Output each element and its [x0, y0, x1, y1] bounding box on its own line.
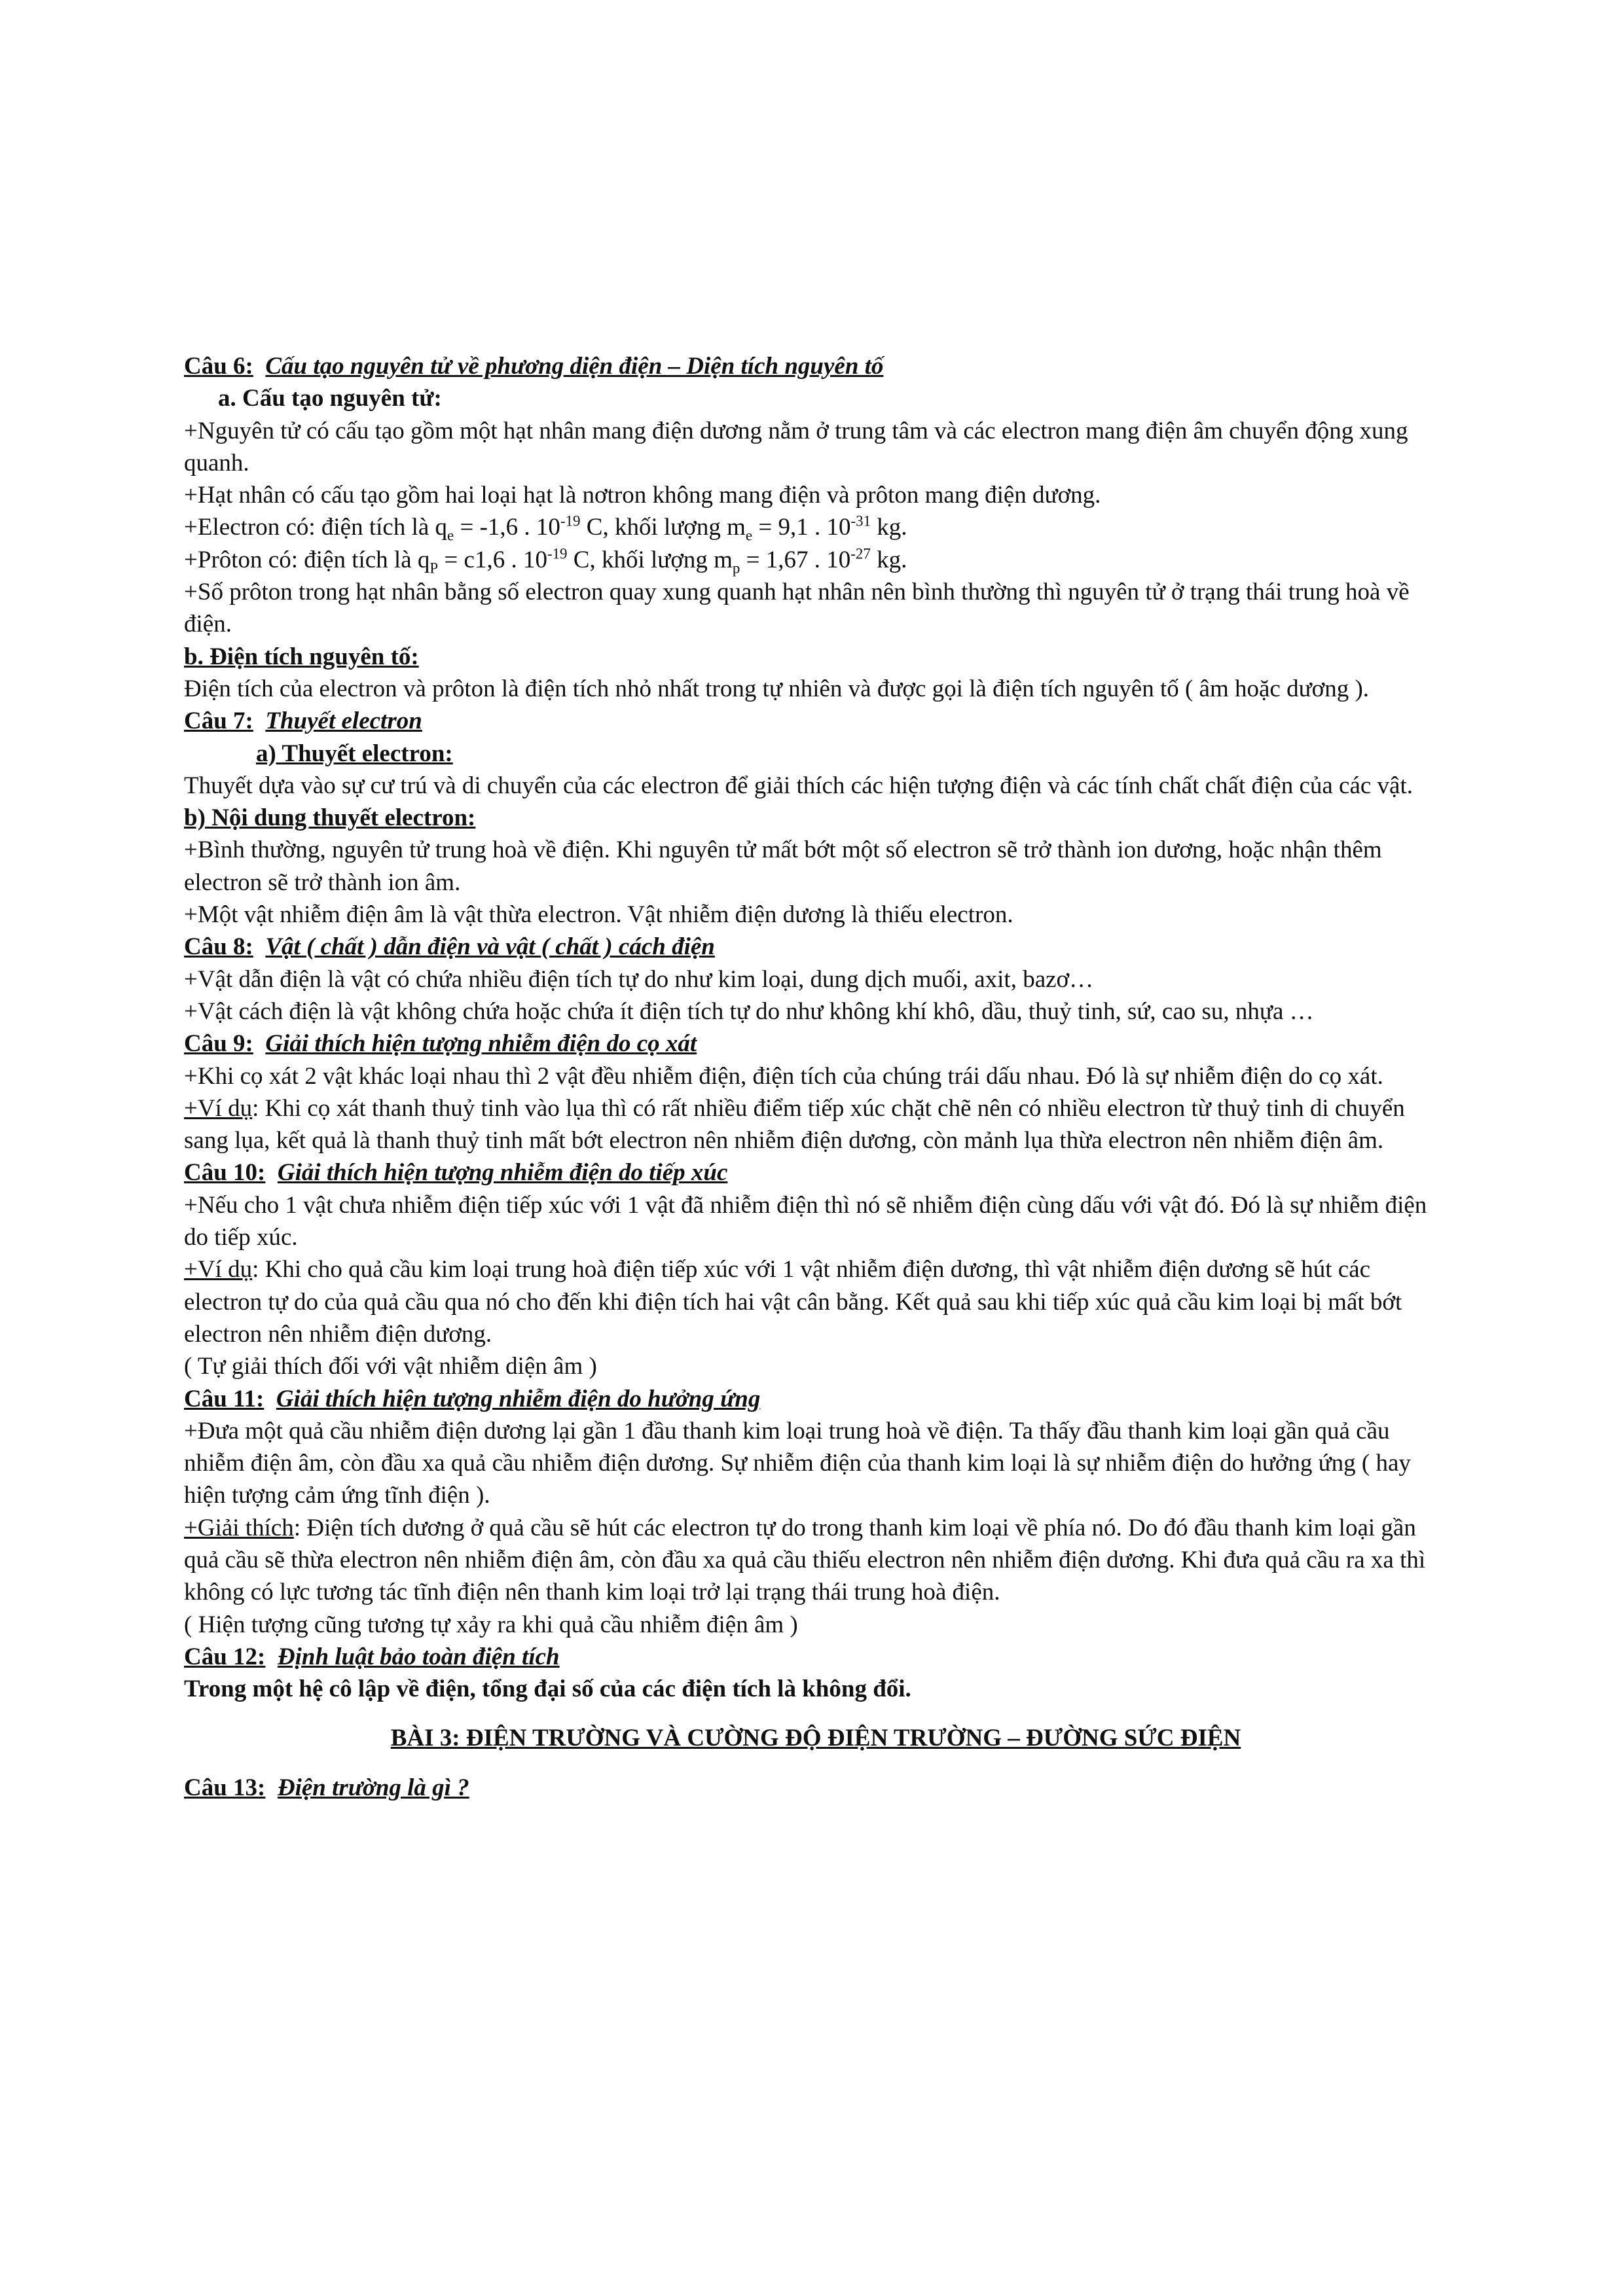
example-text: : Khi cọ xát thanh thuỷ tinh vào lụa thì có rất nhiều điểm tiếp xúc chặt chẽ nên có nhiều electron từ thuỷ tinh di chuyển sang lụa, kết quả là thanh thuỷ tinh mất bớt electron nên nhiễm điện dương, còn mảnh lụa thừa electron nên nhiễm điện âm. [184, 1094, 1405, 1155]
q6-paragraph-4: Điện tích của electron và prôton là điện tích nhỏ nhất trong tự nhiên và được gọi là điện tích nguyên tố ( âm hoặc dương ). [184, 675, 1370, 702]
q11-note: ( Hiện tượng cũng tương tự xảy ra khi quả cầu nhiễm điện âm ) [184, 1611, 798, 1638]
q7-paragraph-2: +Bình thường, nguyên tử trung hoà về điện. Khi nguyên tử mất bớt một số electron sẽ trở thành ion dương, hoặc nhận thêm electron sẽ trở thành ion âm. [184, 836, 1382, 896]
q7-subheading-a [184, 738, 1448, 770]
question-10-heading [184, 1157, 1448, 1189]
example-text: : Khi cho quả cầu kim loại trung hoà điện tiếp xúc với 1 vật nhiễm điện dương, thì vật nhiễm điện dương sẽ hút các electron tự do của quả cầu qua nó cho đến khi điện tích hai vật cân bằng. Kết quả sau khi tiếp xúc quả cầu kim loại bị mất bớt electron nên nhiễm điện dương. [184, 1256, 1402, 1348]
text: C, khối lượng m [580, 514, 746, 541]
superscript: -31 [850, 513, 871, 530]
subheading-text: b) Nội dung thuyết electron: [184, 804, 476, 832]
question-label: Câu 10: [184, 1159, 266, 1187]
q6-paragraph-3: +Số prôton trong hạt nhân bằng số electron quay xung quanh hạt nhân nên bình thường thì nguyên tử ở trạng thái trung hoà về điện. [184, 579, 1410, 638]
text: C, khối lượng m [567, 546, 733, 573]
q7-subheading-b [184, 802, 1448, 834]
superscript: -19 [547, 545, 568, 562]
q11-explanation [184, 1512, 1448, 1609]
superscript: -19 [560, 513, 581, 530]
q8-paragraph-2: +Vật cách điện là vật không chứa hoặc chứa ít điện tích tự do như không khí khô, dầu, thuỷ tinh, sứ, cao su, nhựa … [184, 997, 1314, 1025]
text: kg. [870, 546, 907, 573]
question-11-heading [184, 1383, 1448, 1415]
question-title: Giải thích hiện tượng nhiễm điện do hưởng ứng [276, 1385, 761, 1412]
text: +Prôton có: điện tích là q [184, 546, 430, 573]
q6-subheading-b [184, 641, 1448, 673]
document-page [184, 350, 1448, 1804]
q9-paragraph-1: +Khi cọ xát 2 vật khác loại nhau thì 2 vật đều nhiễm điện, điện tích của chúng trái dấu nhau. Đó là sự nhiễm điện do cọ xát. [184, 1062, 1383, 1090]
text: = -1,6 . 10 [454, 514, 560, 541]
q6-subheading-a: a. Cấu tạo nguyên tử: [218, 385, 442, 412]
question-12-heading [184, 1641, 1448, 1673]
question-8-heading [184, 931, 1448, 963]
text: +Electron có: điện tích là q [184, 514, 448, 541]
question-6-heading [184, 350, 1448, 382]
subscript: e [447, 527, 454, 544]
q10-paragraph-1: +Nếu cho 1 vật chưa nhiễm điện tiếp xúc với 1 vật đã nhiễm điện thì nó sẽ nhiễm điện cùng dấu với vật đó. Đó là sự nhiễm điện do tiếp xúc. [184, 1191, 1427, 1251]
q12-statement: Trong một hệ cô lập về điện, tổng đại số của các điện tích là không đổi. [184, 1676, 911, 1703]
question-7-heading [184, 705, 1448, 737]
explanation-text: : Điện tích dương ở quả cầu sẽ hút các electron tự do trong thanh kim loại về phía nó. Do đó đầu thanh kim loại gần quả cầu sẽ thừa electron nên nhiễm điện âm, còn đầu xa quả cầu thiếu electron nên nhiễm điện dương. Khi đưa quả cầu ra xa thì không có lực tương tác tĩnh điện nên thanh kim loại trở lại trạng thái trung hoà điện. [184, 1514, 1426, 1606]
question-label: Câu 9: [184, 1030, 253, 1058]
q6-proton-line [184, 544, 1448, 576]
question-label: Câu 8: [184, 933, 253, 961]
question-title: Định luật bảo toàn điện tích [277, 1643, 560, 1670]
q6-paragraph-2: +Hạt nhân có cấu tạo gồm hai loại hạt là nơtron không mang điện và prôton mang điện dương. [184, 482, 1101, 509]
superscript: -27 [850, 545, 871, 562]
question-title: Vật ( chất ) dẫn điện và vật ( chất ) cách điện [265, 933, 715, 961]
explanation-label: +Giải thích [184, 1514, 294, 1541]
subscript: p [732, 560, 740, 577]
q9-example [184, 1092, 1448, 1157]
section-heading: BÀI 3: ĐIỆN TRƯỜNG VÀ CƯỜNG ĐỘ ĐIỆN TRƯỜNG – ĐƯỜNG SỨC ĐIỆN [390, 1725, 1241, 1752]
text: = 1,67 . 10 [740, 546, 851, 573]
text: kg. [871, 514, 907, 541]
question-label: Câu 12: [184, 1643, 266, 1670]
subheading-text: b. Điện tích nguyên tố: [184, 643, 419, 670]
question-9-heading [184, 1028, 1448, 1060]
question-title: Giải thích hiện tượng nhiễm điện do cọ xát [265, 1030, 697, 1058]
text: = c1,6 . 10 [438, 546, 547, 573]
q10-note: ( Tự giải thích đối với vật nhiễm diện âm ) [184, 1353, 597, 1380]
example-label: +Ví dụ [184, 1256, 253, 1283]
question-label: Câu 6: [184, 353, 253, 380]
subheading-text: a) Thuyết electron: [256, 740, 453, 767]
q11-paragraph-1: +Đưa một quả cầu nhiễm điện dương lại gần 1 đầu thanh kim loại trung hoà về điện. Ta thấy đầu thanh kim loại gần quả cầu nhiễm điện âm, còn đầu xa quả cầu nhiễm điện dương. Sự nhiễm điện của thanh kim loại là sự nhiễm điện do hưởng ứng ( hay hiện tượng cảm ứng tĩnh điện ). [184, 1417, 1411, 1509]
text: = 9,1 . 10 [752, 514, 851, 541]
question-title: Thuyết electron [265, 708, 422, 735]
q10-example [184, 1253, 1448, 1350]
question-title: Cấu tạo nguyên tử về phương diện điện – Diện tích nguyên tố [265, 353, 884, 380]
question-13-heading [184, 1772, 1448, 1804]
subscript: P [429, 560, 439, 577]
question-label: Câu 11: [184, 1385, 264, 1412]
example-label: +Ví dụ [184, 1094, 253, 1122]
subscript: e [745, 527, 753, 544]
question-title: Điện trường là gì ? [277, 1774, 469, 1801]
question-label: Câu 13: [184, 1774, 266, 1801]
q7-paragraph-1: Thuyết dựa vào sự cư trú và di chuyển của các electron để giải thích các hiện tượng điện và các tính chất chất điện của các vật. [184, 772, 1413, 799]
q7-paragraph-3: +Một vật nhiễm điện âm là vật thừa electron. Vật nhiễm điện dương là thiếu electron. [184, 901, 1013, 929]
q6-electron-line [184, 511, 1448, 543]
question-label: Câu 7: [184, 708, 253, 735]
q6-paragraph-1: +Nguyên tử có cấu tạo gồm một hạt nhân mang điện dương nằm ở trung tâm và các electron mang điện âm chuyển động xung quanh. [184, 417, 1408, 476]
question-title: Giải thích hiện tượng nhiễm điện do tiếp xúc [277, 1159, 728, 1187]
q8-paragraph-1: +Vật dẫn điện là vật có chứa nhiều điện tích tự do như kim loại, dung dịch muối, axit, bazơ… [184, 965, 1094, 993]
